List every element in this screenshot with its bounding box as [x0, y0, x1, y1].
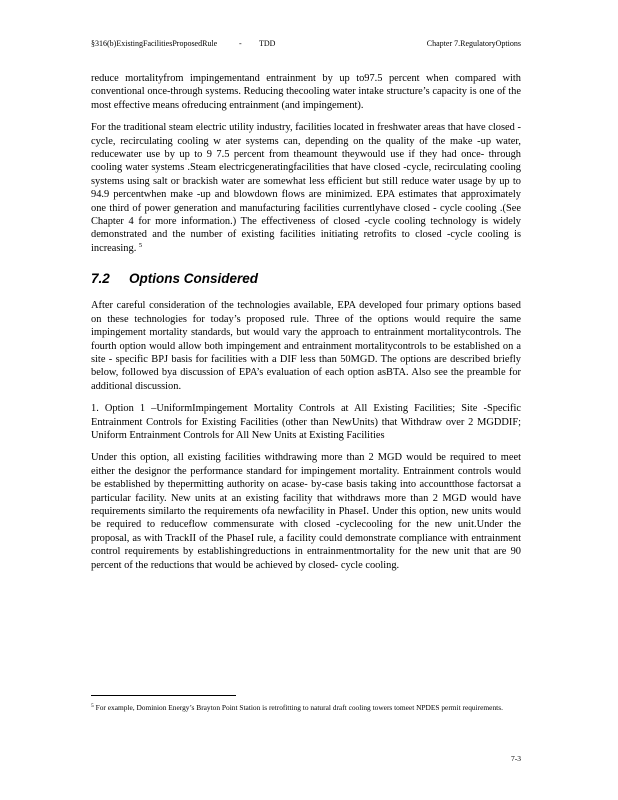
paragraph: [91, 121, 521, 255]
header-document-title: §316(b)ExistingFacilitiesProposedRule: [91, 39, 218, 48]
section-number: 7.2: [91, 271, 110, 287]
footnote-mark: 5: [91, 703, 94, 709]
section-heading: [91, 271, 521, 287]
paragraph: After careful consideration of the technologies available, EPA developed four primary options based on these technologies for today’s proposed rule. Three of the options would require the same impingement mortality standards, but would vary the approach to entrainment mortalitycontrols. The fourth option would allow both impingement and entrainment mortalitycontrols to be established on a site - specific BPJ basis for facilities with a DIF less than 50MGD. The options are described briefly below, followed bya discussion of EPA’s evaluation of each option asBTA. Also see the preamble for additional discussion.: [91, 300, 521, 392]
page-body: [91, 72, 521, 581]
header-tdd-label: TDD: [259, 39, 276, 48]
footnote-divider: [91, 695, 236, 696]
footnote-reference[interactable]: 5: [138, 241, 143, 249]
paragraph: Under this option, all existing facilities withdrawing more than 2 MGD would be required to meet either the designor the performance standard for impingement mortality. Entrainment controls would be established by thepermitting authority on acase- by-case basis taking into accountthose factorsat a particular facility. New units at an existing facility that withdraws more than 2 MGD would have requirements similarto the requirements ofa newfacility in PhaseI. Under this option, new units would be required to reduceflow commensurate with closed -cyclecooling for the new unit.Under the proposal, as with TrackII of the PhaseI rule, a facility could demonstrate compliance with entrainment control requirements by establishingreductions in entrainmentmortality for the new unit that are 90 percent of the reductions that would be achieved by closed- cycle cooling.: [91, 452, 521, 571]
header-separator: -: [239, 39, 242, 48]
paragraph: reduce mortalityfrom impingementand entrainment by up to97.5 percent when compared with conventional once-through systems. Reducing thecooling water intake structure’s capacity is one of the most effective means ofreducing entrainment (and impingement).: [91, 73, 521, 111]
paragraph-text: For the traditional steam electric utility industry, facilities located in freshwater areas that have closed -cycle, recirculating cooling w ater systems can, depending on the quality of the make -up water, reducewater use by up to 9 7.5 percent from theamount theywould use if they had once- through cooling water systems .Steam electricgeneratingfacilities that have closed -cycle, recirculating cooling systems using salt or brackish water are somewhat less efficient but still reduce water usage by up to 94.9 percentwhen make -up and blowdown flows are minimized. EPA estimates that approximately one third of power generation and manufacturing facilities currentlyhave closed - cycle cooling .(See Chapter 4 for more information.) The effectiveness of closed -cycle cooling technology is widely demonstrated and the number of existing facilities initiating retrofits to closed -cycle cooling is increasing.: [91, 122, 521, 254]
header-chapter-title: Chapter 7.RegulatoryOptions: [426, 39, 521, 48]
section-title: Options Considered: [129, 271, 259, 287]
page-number: 7-3: [511, 754, 521, 763]
running-header: [91, 39, 521, 51]
footnote: [91, 702, 521, 713]
option-heading: 1. Option 1 –UniformImpingement Mortality Controls at All Existing Facilities; Site -Specific Entrainment Controls for Existing Facilities (other than NewUnits) that Withdraw over 2 MGDDIF; Uniform Entrainment Controls for All New Units at Existing Facilities: [91, 403, 521, 441]
footnote-text: For example, Dominion Energy’s Brayton Point Station is retrofitting to natural draft cooling towers tomeet NPDES permit requirements.: [95, 703, 503, 712]
